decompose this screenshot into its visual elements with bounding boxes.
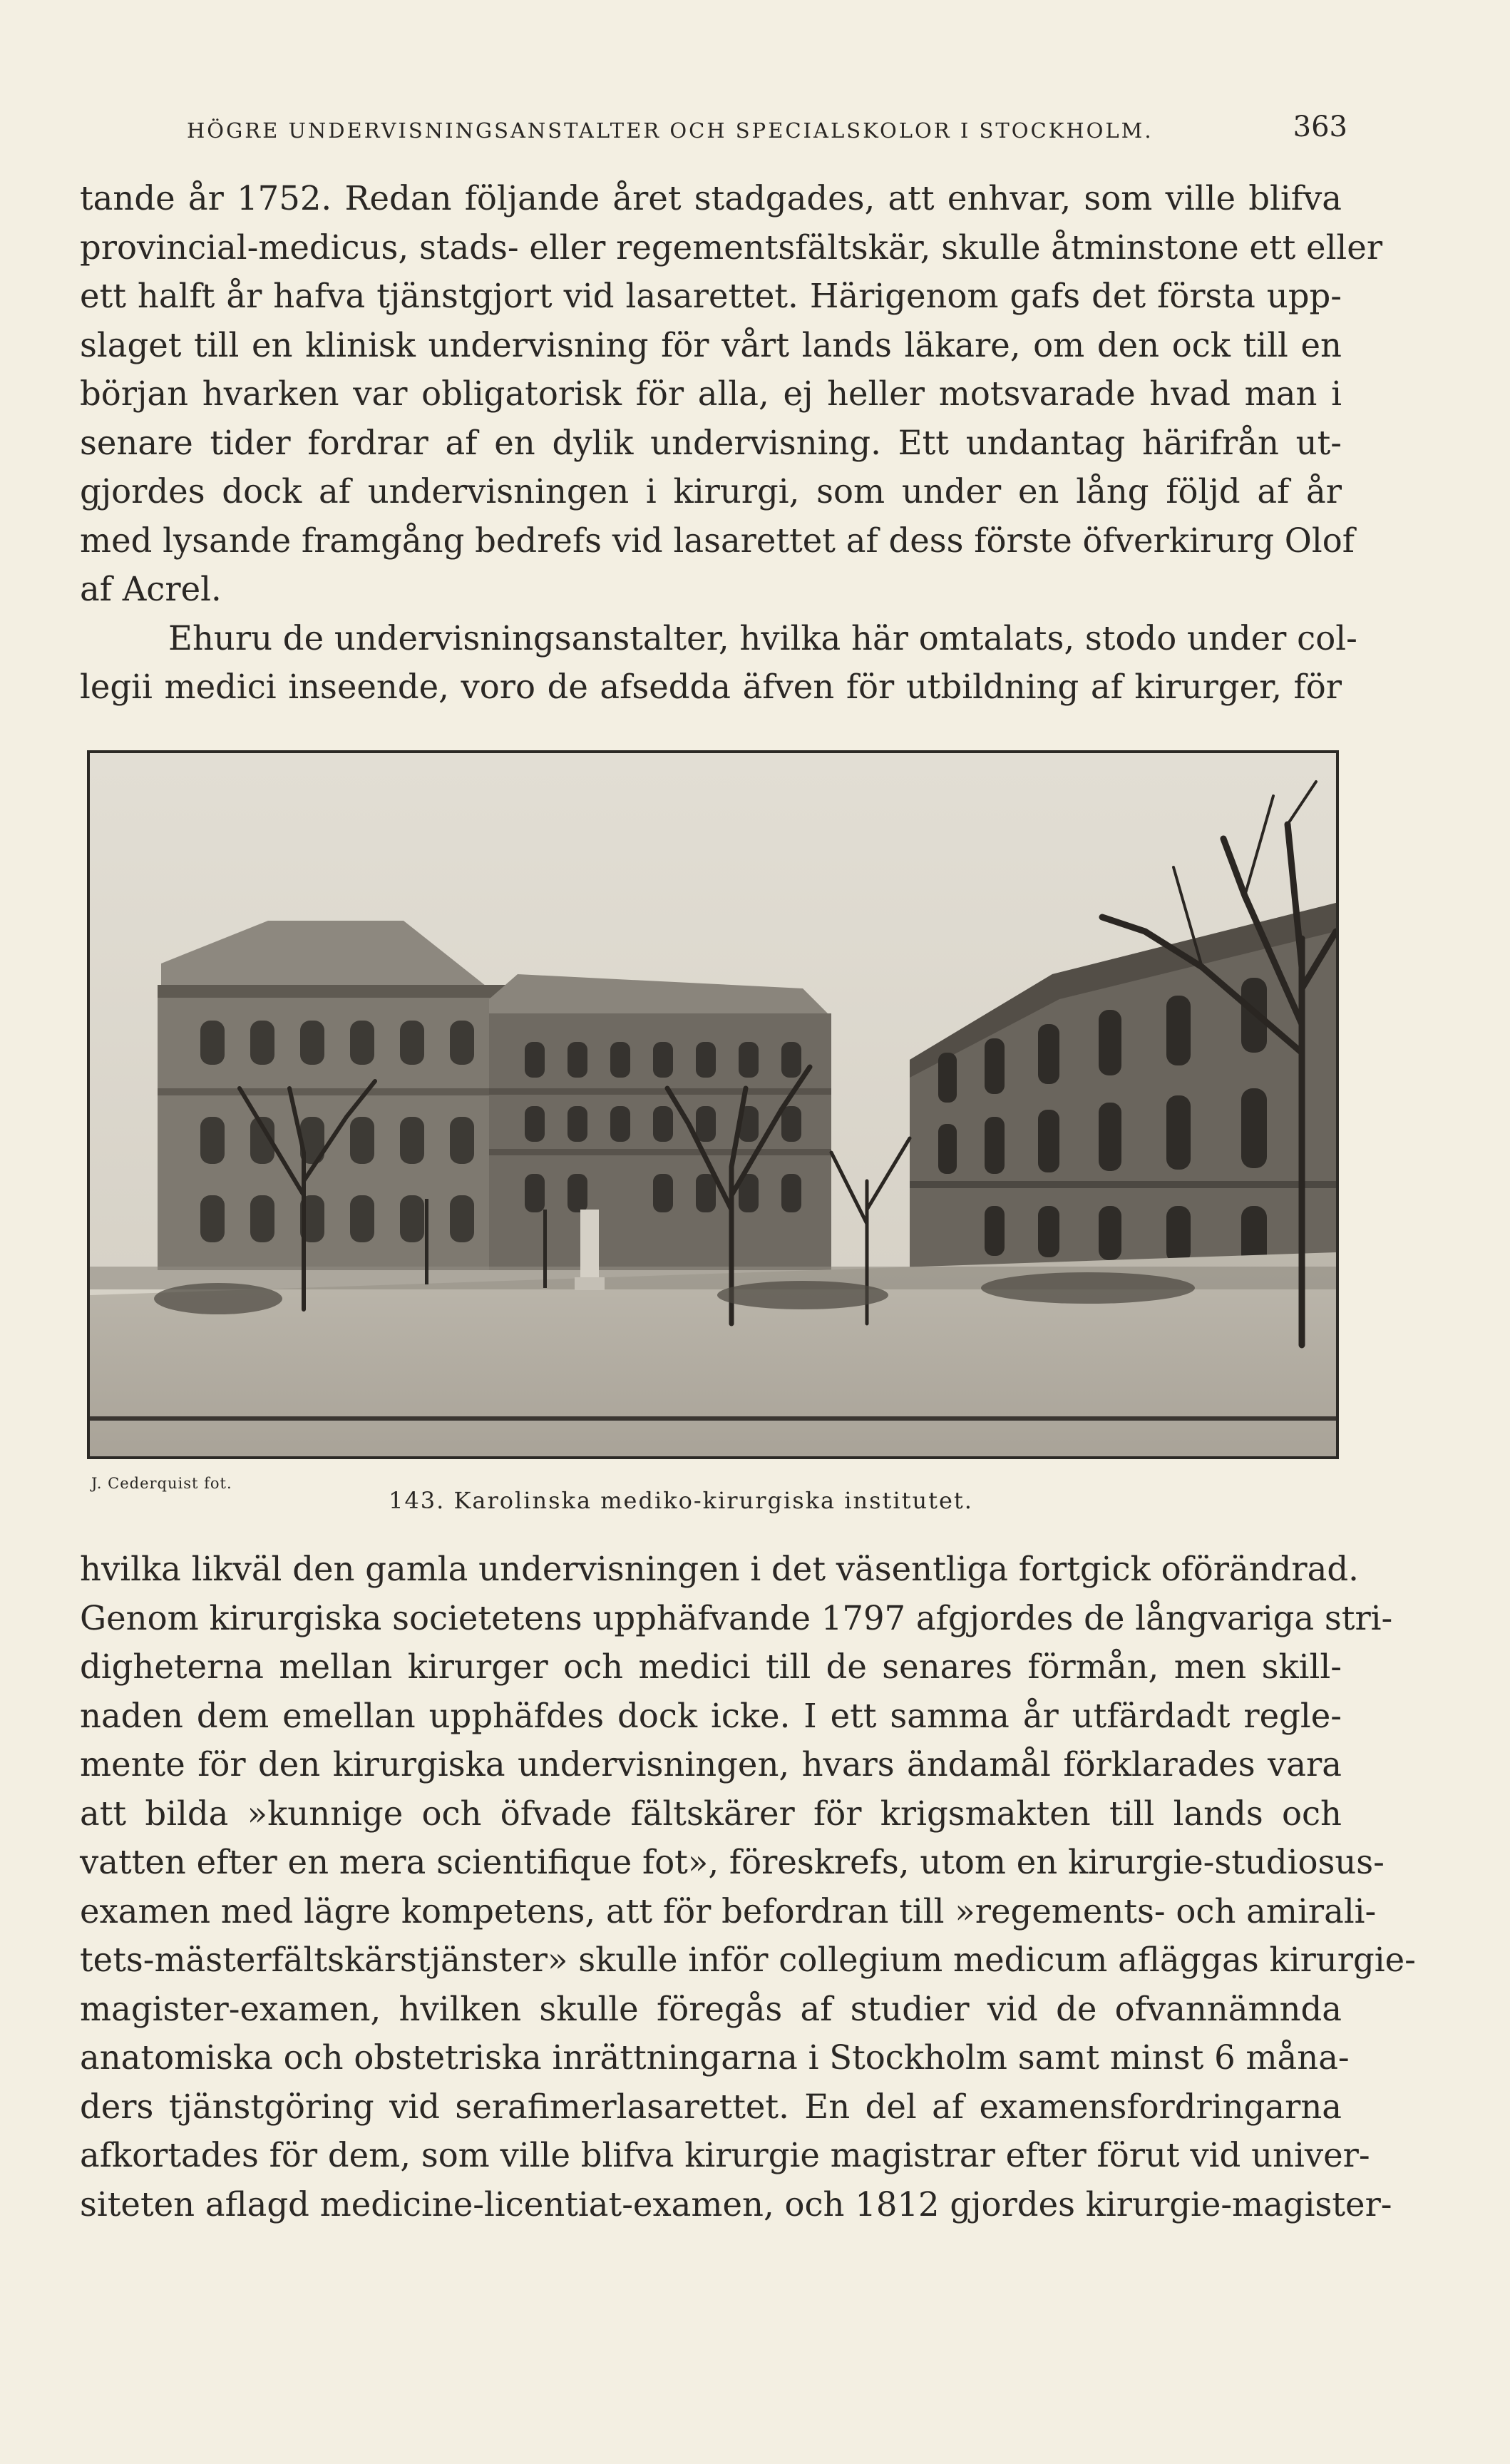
text-line: provincial-medicus, stads- eller regementsfältskär, skulle åtminstone ett eller — [80, 228, 1383, 267]
text-line: mente för den kirurgiska undervisningen, hvars ändamål förklarades vara — [80, 1745, 1342, 1784]
text-line: tande år 1752. Redan följande året stadgades, att enhvar, som ville blifva — [80, 179, 1342, 218]
text-line: naden dem emellan upphäfdes dock icke. I ett samma år utfärdadt regle- — [80, 1696, 1342, 1735]
text-line: legii medici inseende, voro de afsedda äfven för utbildning af kirurger, för — [80, 668, 1342, 706]
text-line: slaget till en klinisk undervisning för vårt lands läkare, om den ock till en — [80, 325, 1342, 364]
text-line: att bilda »kunnige och öfvade fältskärer för krigsmakten till lands och — [80, 1794, 1342, 1833]
text-line: digheterna mellan kirurger och medici till de senares förmån, men skill- — [80, 1647, 1342, 1686]
text-line: senare tider fordrar af en dylik undervisning. Ett undantag härifrån ut- — [80, 423, 1342, 462]
text-line: tets-mästerfältskärstjänster» skulle inför collegium medicum afläggas kirurgie- — [80, 1941, 1416, 1979]
text-line: hvilka likväl den gamla undervisningen i det väsentliga fortgick oförändrad. — [80, 1550, 1359, 1588]
running-title: HÖGRE UNDERVISNINGSANSTALTER OCH SPECIALSKOLOR I STOCKHOLM. — [187, 118, 1154, 143]
text-line: af Acrel. — [80, 570, 222, 608]
text-line: början hvarken var obligatorisk för alla, ej heller motsvarade hvad man i — [80, 374, 1342, 413]
figure-caption: 143. Karolinska mediko-kirurgiska institutet. — [389, 1487, 973, 1514]
text-line: siteten aflagd medicine-licentiat-examen, och 1812 gjordes kirurgie-magister- — [80, 2184, 1392, 2224]
photo-credit: J. Cederquist fot. — [91, 1475, 232, 1492]
page-number: 363 — [1293, 111, 1347, 143]
text-line: anatomiska och obstetriska inrättningarna i Stockholm samt minst 6 måna- — [80, 2038, 1350, 2077]
text-line: ett halft år hafva tjänstgjort vid lasarettet. Härigenom gafs det första upp- — [80, 277, 1342, 315]
text-line: Genom kirurgiska societetens upphäfvande 1797 afgjordes de långvariga stri- — [80, 1598, 1393, 1637]
body-text-top — [80, 174, 1383, 712]
text-line: afkortades för dem, som ville blifva kirurgie magistrar efter förut vid univer- — [80, 2136, 1370, 2174]
building-photograph — [87, 750, 1339, 1459]
text-line: gjordes dock af undervisningen i kirurgi, som under en lång följd af år — [80, 472, 1342, 511]
text-line: examen med lägre kompetens, att för befordran till »regements- och amirali- — [80, 1891, 1377, 1931]
text-line: vatten efter en mera scientifique fot», föreskrefs, utom en kirurgie-studiosus- — [80, 1843, 1385, 1881]
body-text-bottom — [80, 1545, 1416, 2229]
photograph-illustration — [90, 753, 1336, 1456]
text-line: magister-examen, hvilken skulle föregås af studier vid de ofvannämnda — [80, 1989, 1342, 2028]
text-line: ders tjänstgöring vid serafimerlasarettet. En del af examensfordringarna — [80, 2087, 1342, 2126]
text-line: med lysande framgång bedrefs vid lasarettet af dess förste öfverkirurg Olof — [80, 521, 1355, 560]
text-line: Ehuru de undervisningsanstalter, hvilka här omtalats, stodo under col- — [168, 618, 1357, 658]
